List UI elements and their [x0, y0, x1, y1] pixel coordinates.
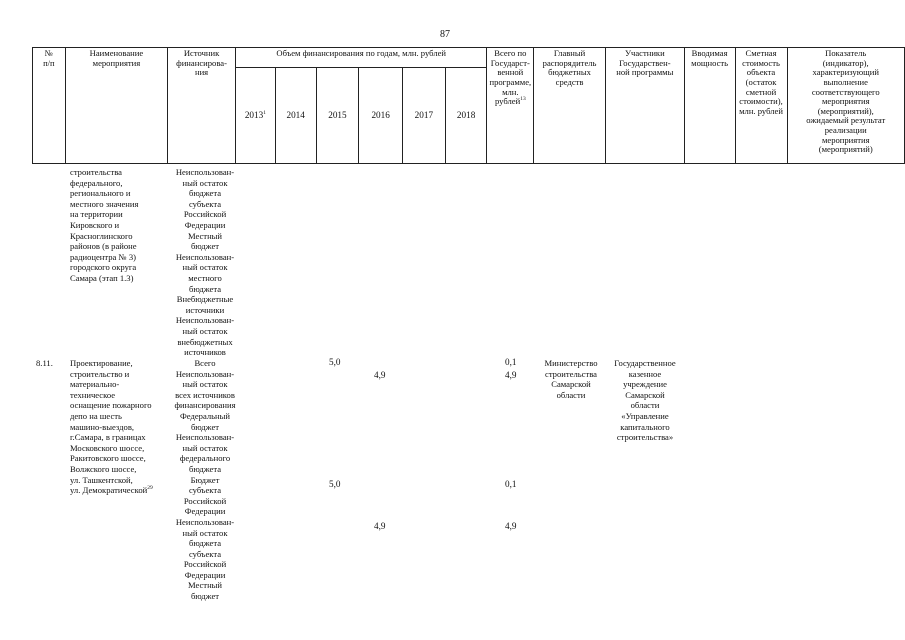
year-2015: 2015 — [316, 68, 359, 164]
year-2018: 2018 — [445, 68, 487, 164]
row-name: Проектирование, строительство и материально- техническое оснащение пожарного депо на шесть машино-выездов, г.Самара, в границах Московского шоссе, Ракитовского шоссе, Волжского шоссе, ул. Ташкентской, ул. Демократической$^{29}$ — [70, 358, 153, 496]
value-total-sum: 0,1 — [505, 357, 517, 367]
header-total: Всего по Государст- венной программе, млн. рублей$^{13}$ — [487, 48, 534, 164]
header-cost: Сметная стоимость объекта (остаток сметной стоимости), млн. рублей — [735, 48, 787, 164]
value-regional-unused-sum: 4,9 — [505, 521, 517, 531]
header-manager: Главный распорядитель бюджетных средств — [534, 48, 606, 164]
value-unused-2016: 4,9 — [374, 370, 386, 380]
row-manager: Министерство строительства Самарской области — [544, 358, 598, 400]
value-total-2015: 5,0 — [329, 357, 341, 367]
header-indicator: Показатель (индикатор), характеризующий выполнение соответствующего мероприятия (мероприятий), ожидаемый результат реализации мероприятия (мероприятий) — [787, 48, 905, 164]
header-participants: Участники Государствен- ной программы — [605, 48, 684, 164]
year-2016: 2016 — [359, 68, 403, 164]
header-source: Источник финансирова- ния — [168, 48, 236, 164]
page-number: 87 — [440, 29, 450, 40]
value-regional-unused-2016: 4,9 — [374, 521, 386, 531]
continued-row-sources: Неиспользован- ный остаток бюджета субъекта Российской Федерации Местный бюджет Неиспользован- ный остаток местного бюджета Внебюджетные источники Неиспользован- ный остаток внебюджетных источников — [175, 167, 235, 358]
header-num: № п/п — [33, 48, 66, 164]
table-header — [32, 47, 905, 164]
row-participant: Государственное казенное учреждение Самарской области «Управление капитального строительства» — [614, 358, 676, 443]
value-unused-sum: 4,9 — [505, 370, 517, 380]
header-volume: Объем финансирования по годам, млн. рублей — [235, 48, 487, 68]
row-number: 8.11. — [36, 358, 53, 368]
row-sources: Всего Неиспользован- ный остаток всех источников финансирования Федеральный бюджет Неиспользован- ный остаток федерального бюджета Бюджет субъекта Российской Федерации Неиспользован- ный остаток бюджета субъекта Российской Федерации Местный бюджет — [174, 358, 236, 602]
year-2017: 2017 — [403, 68, 446, 164]
year-2013: 2013$^1$ — [235, 68, 275, 164]
value-regional-2015: 5,0 — [329, 479, 341, 489]
value-regional-sum: 0,1 — [505, 479, 517, 489]
year-2014: 2014 — [275, 68, 316, 164]
header-capacity: Вводимая мощность — [684, 48, 735, 164]
continued-row-name: строительства федерального, регионального и местного значения на территории Кировского и Красноглинского районов (в районе радиоцентра № 3) городского округа Самара (этап 1.3) — [70, 167, 139, 283]
header-name: Наименование мероприятия — [65, 48, 167, 164]
